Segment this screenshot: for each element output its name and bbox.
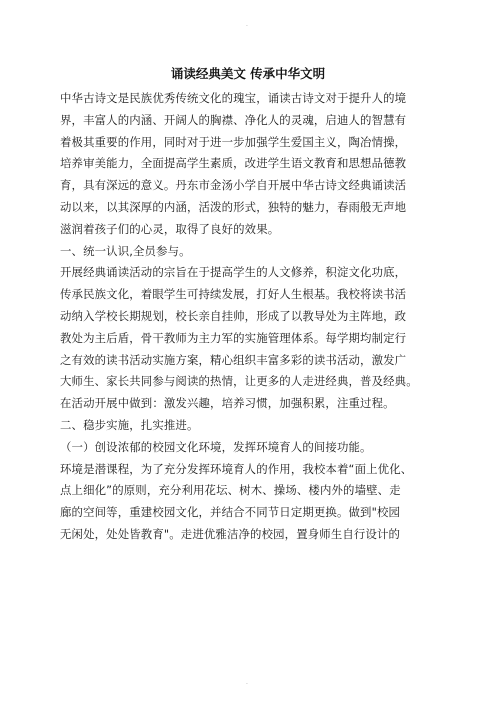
body-line: 无闲处，处处皆教育"。走进优雅洁净的校园，置身师生自行设计的 xyxy=(60,526,401,541)
section-heading-2: 二、稳步实施，扎实推进。 xyxy=(60,417,199,432)
body-line: 培养审美能力，全面提高学生素质，改进学生语文教育和思想品德教 xyxy=(60,156,407,171)
body-line: 环境是潜课程，为了充分发挥环境育人的作用，我校本着“面上优化、 xyxy=(60,461,413,476)
body-line: 育，具有深远的意义。丹东市金汤小学自开展中华古诗文经典诵读活 xyxy=(60,178,407,193)
body-line: 界，丰富人的内涵、开阔人的胸襟、净化人的灵魂，启迪人的智慧有 xyxy=(60,112,407,127)
footer-mark: . xyxy=(246,679,248,686)
document-title: 诵读经典美文 传承中华文明 xyxy=(170,66,326,81)
body-line: 动以来，以其深厚的内涵，活泼的形式，独特的魅力，春雨般无声地 xyxy=(60,199,407,214)
body-line: 点上细化”的原则，充分利用花坛、树木、操场、楼内外的墙壁、走 xyxy=(60,483,401,498)
body-line: 大师生、家长共同参与阅读的热情，让更多的人走进经典，普及经典。 xyxy=(60,374,418,389)
body-line: 动纳入学校长期规划，校长亲自挂帅，形成了以教导处为主阵地，政 xyxy=(60,308,407,323)
header-mark: . xyxy=(246,21,248,28)
subsection-heading-1: （一）创设浓郁的校园文化环境，发挥环境育人的间接功能。 xyxy=(60,439,372,454)
body-line: 着极其重要的作用，同时对于进一步加强学生爱国主义，陶冶情操， xyxy=(60,134,407,149)
body-line: 廊的空间等，重建校园文化，并结合不同节日定期更换。做到"校园 xyxy=(60,505,401,520)
body-line: 传承民族文化，着眼学生可持续发展，打好人生根基。我校将读书活 xyxy=(60,287,407,302)
body-line: 滋润着孩子们的心灵，取得了良好的效果。 xyxy=(60,221,280,236)
document-body xyxy=(60,88,436,546)
body-line: 之有效的读书活动实施方案，精心组织丰富多彩的读书活动，激发广 xyxy=(60,352,407,367)
body-line: 中华古诗文是民族优秀传统文化的瑰宝，诵读古诗文对于提升人的境 xyxy=(60,91,407,105)
body-line: 开展经典诵读活动的宗旨在于提高学生的人文修养，积淀文化功底， xyxy=(60,265,407,280)
body-line: 教处为主后盾，骨干教师为主力军的实施管理体系。每学期均制定行 xyxy=(60,330,407,345)
body-line: 在活动开展中做到：激发兴趣，培养习惯，加强积累，注重过程。 xyxy=(60,396,395,411)
section-heading-1: 一、统一认识,全员参与。 xyxy=(60,243,191,258)
